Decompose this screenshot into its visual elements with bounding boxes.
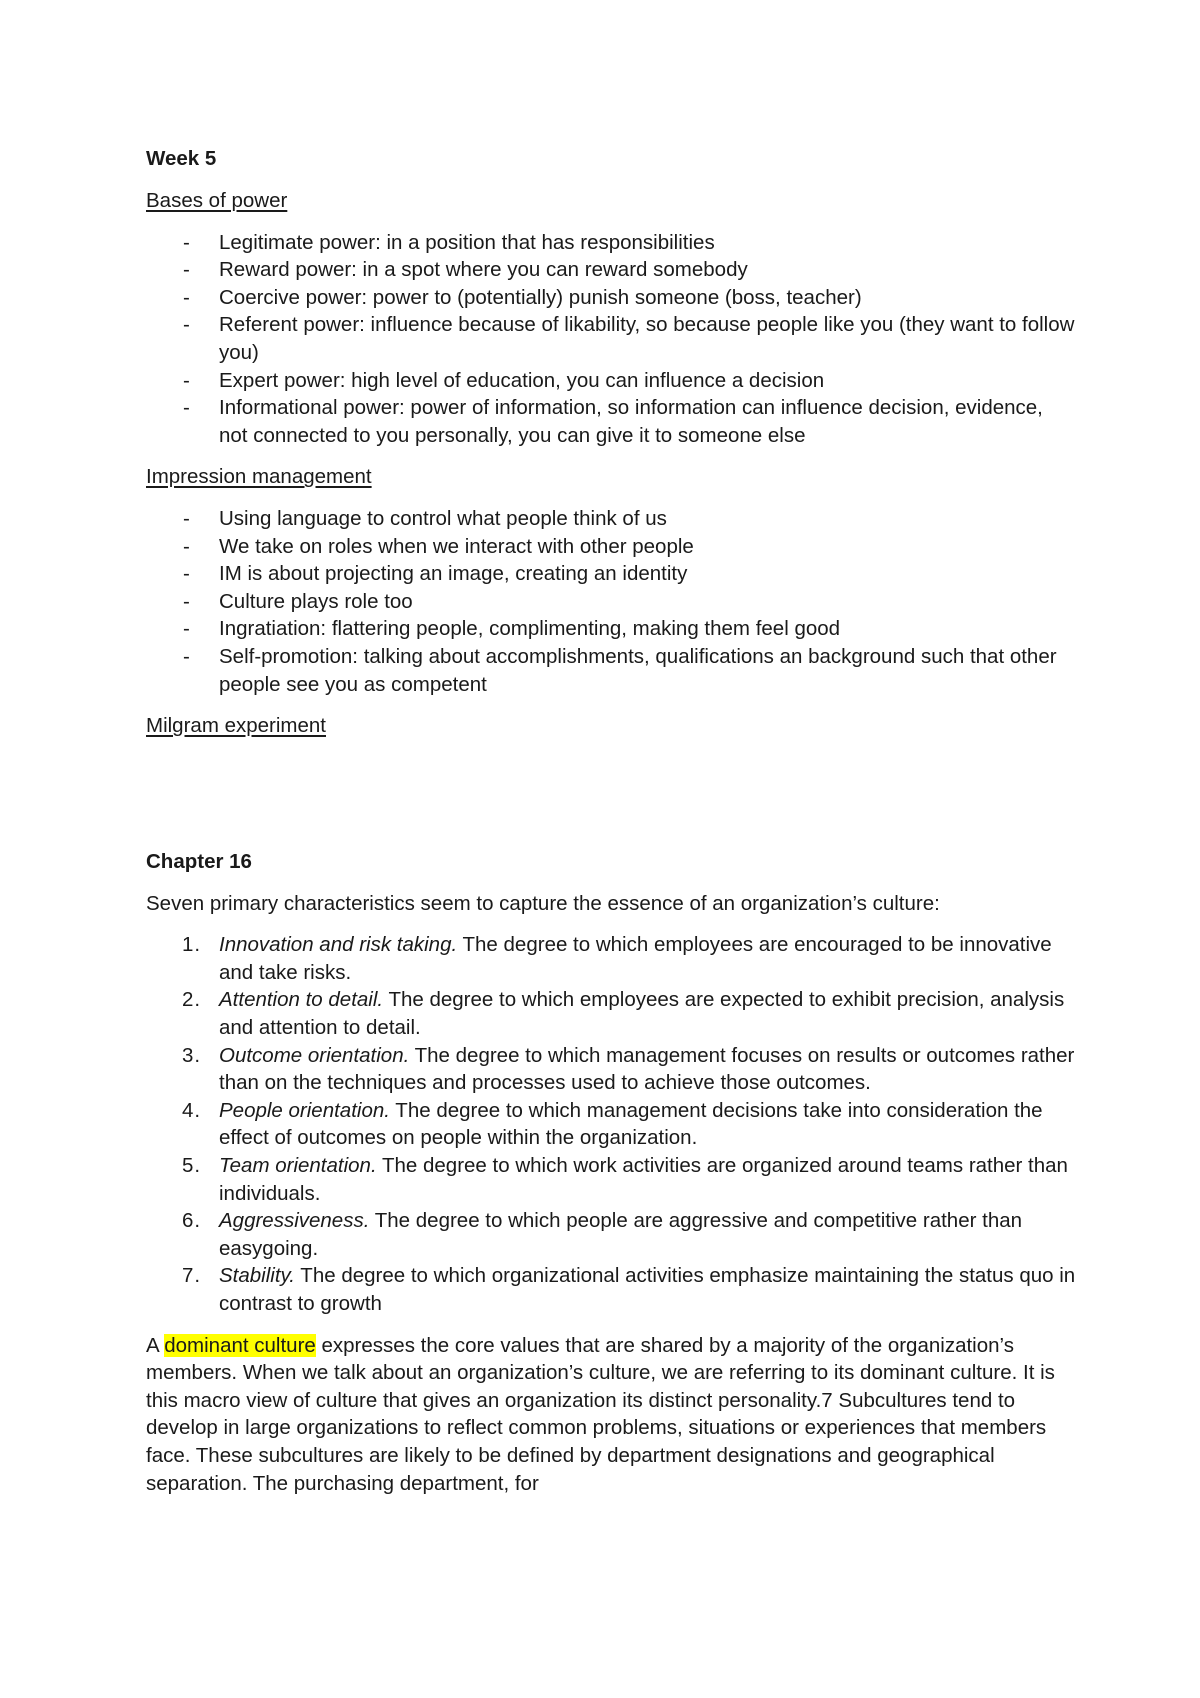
list-item: - Culture plays role too [146, 588, 1076, 616]
list-item: - Using language to control what people think of us [146, 505, 1076, 533]
characteristic-term: Innovation and risk taking. [219, 933, 458, 957]
characteristic-term: Outcome orientation. [219, 1043, 410, 1067]
dash-bullet: - [183, 644, 190, 668]
dash-bullet: - [183, 506, 190, 530]
list-item: 4. People orientation. The degree to which management decisions take into consideration the effect of outcomes on people within the organization. [182, 1098, 1043, 1150]
chapter-intro: Seven primary characteristics seem to capture the essence of an organization’s culture: [146, 891, 940, 915]
list-item: 1. Innovation and risk taking. The degree to which employees are encouraged to be innovative and take risks. [182, 933, 1052, 984]
week-heading: Week 5 [146, 147, 217, 170]
document-page [146, 145, 1076, 1497]
characteristic-term: Stability. [219, 1264, 295, 1288]
list-item: - Referent power: influence because of likability, so because people like you (they want to follow you) [183, 313, 1075, 364]
dash-bullet: - [183, 534, 190, 558]
dominant-culture-paragraph: A dominant culture expresses the core values that are shared by a majority of the organization’s members. When we talk about an organization’s culture, we are referring to its dominant culture. It is this macro view of culture that gives an organization its distinct personality.7 Subcultures tend to develop in large organizations to reflect common problems, situations or experiences that members face. These subcultures are likely to be defined by department designations and geographical separation. The purchasing department, for [146, 1333, 1055, 1495]
list-item: 5. Team orientation. The degree to which work activities are organized around teams rather than individuals. [182, 1154, 1068, 1205]
characteristic-term: Aggressiveness. [219, 1209, 370, 1233]
list-item: - Informational power: power of information, so information can influence decision, evidence, not connected to you personally, you can give it to someone else [183, 396, 1043, 447]
characteristic-term: Team orientation. [219, 1154, 377, 1178]
highlighted-term: dominant culture [164, 1333, 316, 1357]
dash-bullet: - [183, 396, 190, 420]
list-item: - Reward power: in a spot where you can reward somebody [146, 256, 1076, 284]
dash-bullet: - [183, 562, 190, 586]
dash-bullet: - [183, 230, 190, 254]
blank-space [146, 740, 1076, 848]
dash-bullet: - [183, 313, 190, 337]
bases-of-power-list [146, 229, 1076, 450]
list-item: - Self-promotion: talking about accomplishments, qualifications an background such that other people see you as competent [183, 644, 1057, 696]
list-item: - We take on roles when we interact with other people [146, 533, 1076, 561]
characteristic-term: Attention to detail. [219, 988, 384, 1012]
section-title-impression-management: Impression management [146, 465, 372, 489]
list-item: - Ingratiation: flattering people, complimenting, making them feel good [146, 615, 1076, 643]
dash-bullet: - [183, 285, 190, 309]
list-item: - Expert power: high level of education, you can influence a decision [146, 367, 1076, 395]
list-item: 7. Stability. The degree to which organizational activities emphasize maintaining the status quo in contrast to growth [182, 1264, 1076, 1315]
impression-management-list [146, 505, 1076, 698]
characteristics-list [146, 931, 1076, 1317]
characteristic-term: People orientation. [219, 1098, 390, 1122]
list-item: 3. Outcome orientation. The degree to which management focuses on results or outcomes rather than on the techniques and processes used to achieve those outcomes. [182, 1043, 1075, 1095]
list-item: 2. Attention to detail. The degree to which employees are expected to exhibit precision, analysis and attention to detail. [182, 988, 1065, 1040]
dash-bullet: - [183, 589, 190, 613]
dash-bullet: - [183, 617, 190, 641]
list-item: - IM is about projecting an image, creating an identity [146, 560, 1076, 588]
chapter-heading: Chapter 16 [146, 849, 252, 873]
list-item: 6. Aggressiveness. The degree to which people are aggressive and competitive rather than easygoing. [182, 1209, 1023, 1260]
list-item: - Legitimate power: in a position that has responsibilities [146, 229, 1076, 257]
dash-bullet: - [183, 368, 190, 392]
dash-bullet: - [183, 258, 190, 282]
section-title-bases-of-power: Bases of power [146, 189, 288, 212]
list-item: - Coercive power: power to (potentially) punish someone (boss, teacher) [146, 284, 1076, 312]
section-title-milgram-experiment: Milgram experiment [146, 714, 326, 738]
